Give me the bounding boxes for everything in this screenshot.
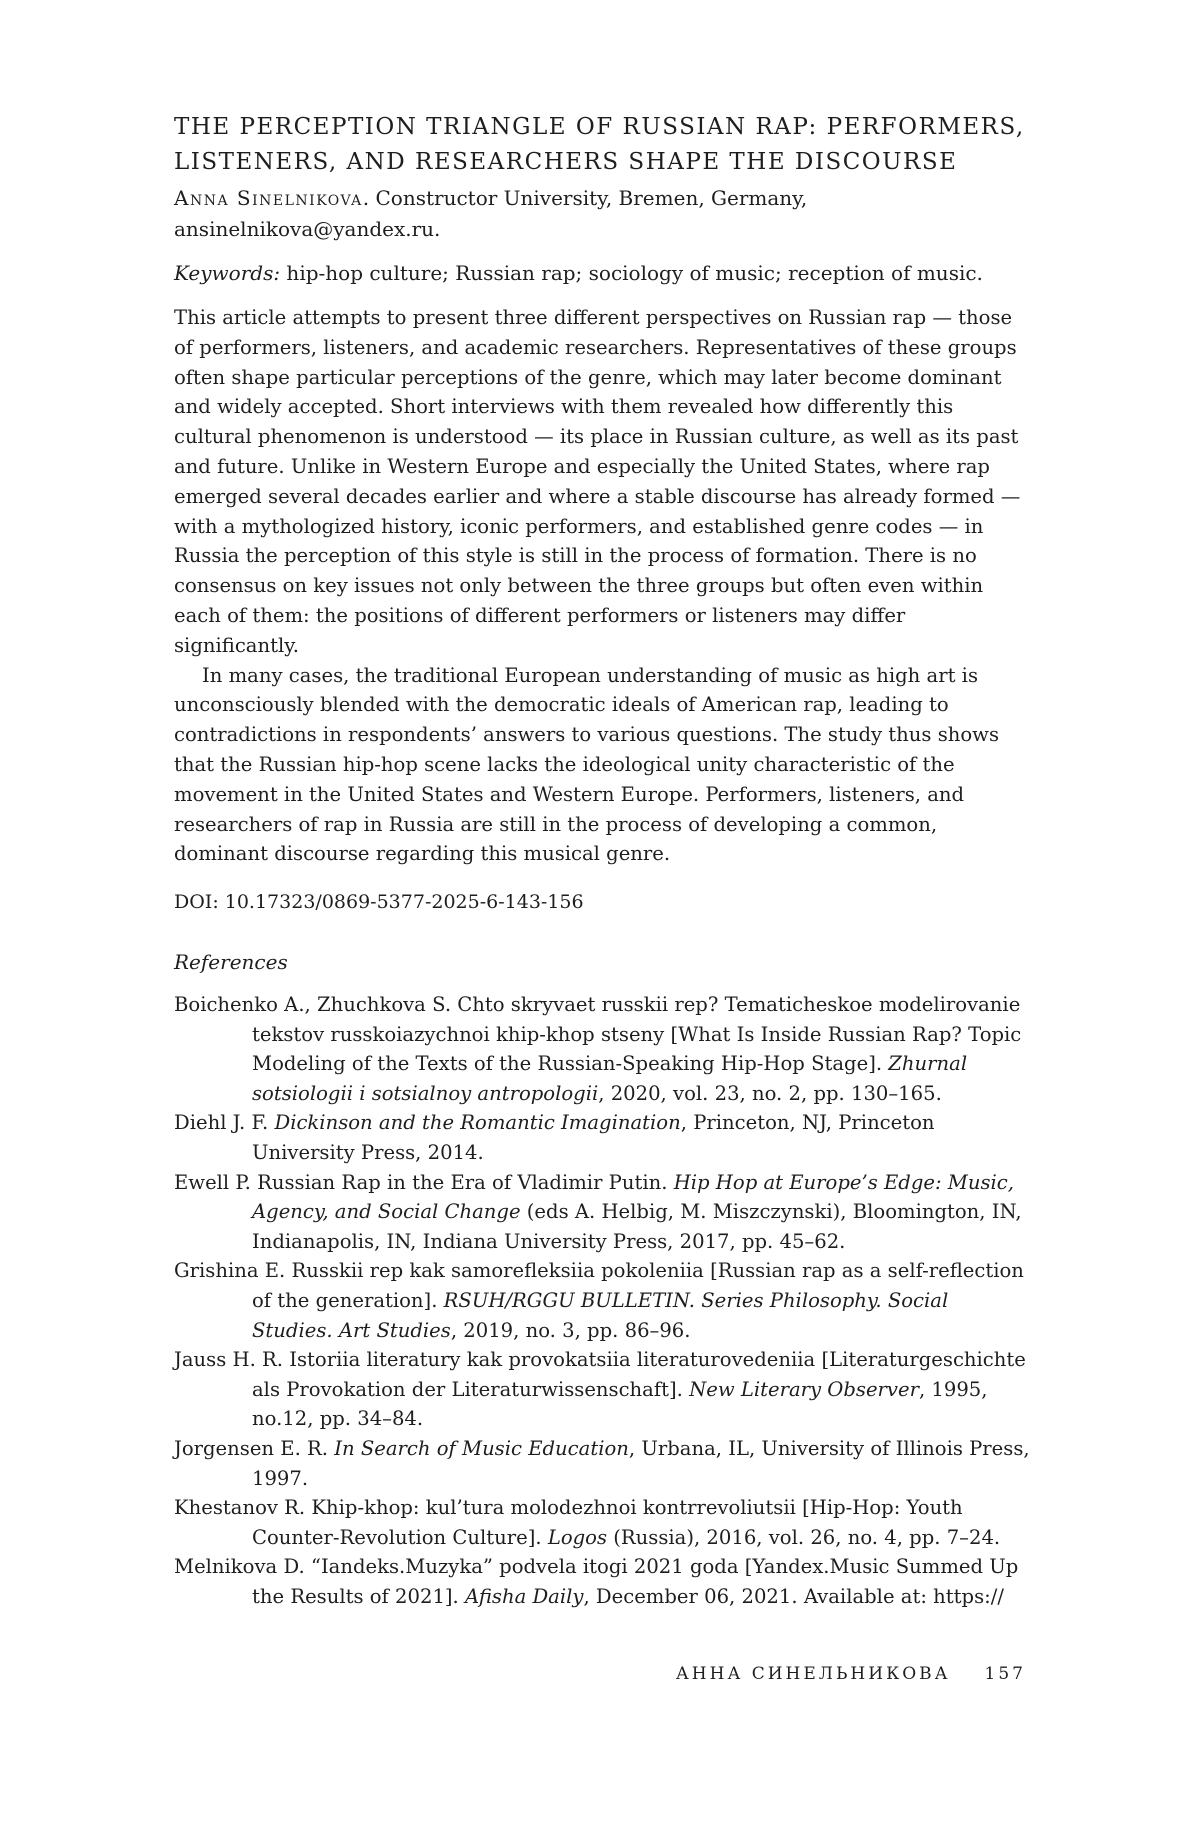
reference-item: Diehl J. F. Dickinson and the Romantic Imagination, Princeton, NJ, Princeton University Press, 2014. xyxy=(174,1111,935,1164)
author-affiliation: . Constructor University, Bremen, Germany, ansinelnikova@yandex.ru. xyxy=(174,186,808,241)
page-footer xyxy=(676,1662,1026,1686)
references-heading: References xyxy=(174,950,288,974)
article-title: THE PERCEPTION TRIANGLE OF RUSSIAN RAP: PERFORMERS, LISTENERS, AND RESEARCHERS SHAPE THE DISCOURSE xyxy=(174,114,1025,175)
author-name: Anna Sinelnikova xyxy=(174,186,363,210)
references-list xyxy=(174,990,1030,1611)
reference-item: Ewell P. Russian Rap in the Era of Vladimir Putin. Hip Hop at Europe’s Edge: Music, Agency, and Social Change (eds A. Helbig, M. Miszczynski), Bloomington, IN, Indianapolis, IN, Indiana University Press, 2017, pp. 45–62. xyxy=(174,1170,1022,1253)
keywords-line xyxy=(174,258,1054,289)
abstract-paragraph: In many cases, the traditional European understanding of music as high art is unconsciously blended with the democratic ideals of American rap, leading to contradictions in respondents’ answers to various questions. The study thus shows that the Russian hip-hop scene lacks the ideological unity characteristic of the movement in the United States and Western Europe. Performers, listeners, and researchers of rap in Russia are still in the process of developing a common, dominant discourse regarding this musical genre. xyxy=(174,663,999,866)
author-line xyxy=(174,183,1054,245)
reference-item: Grishina E. Russkii rep kak samorefleksiia pokoleniia [Russian rap as a self-reflection of the generation]. RSUH/RGGU BULLETIN. Series Philosophy. Social Studies. Art Studies, 2019, no. 3, pp. 86–96. xyxy=(174,1259,1024,1342)
abstract xyxy=(174,303,1030,869)
reference-item: Boichenko A., Zhuchkova S. Chto skryvaet russkii rep? Tematicheskoe modelirovanie tekstov russkoiazychnoi khip-khop stseny [What Is Inside Russian Rap? Topic Modeling of the Texts of the Russian-Speaking Hip-Hop Stage]. Zhurnal sotsiologii i sotsialnoy antropologii, 2020, vol. 23, no. 2, pp. 130–165. xyxy=(174,993,1022,1105)
doi: DOI: 10.17323/0869-5377-2025-6-143-156 xyxy=(174,891,584,913)
abstract-paragraph: This article attempts to present three different perspectives on Russian rap — those of performers, listeners, and academic researchers. Representatives of these groups often shape particular perceptions of the genre, which may later become dominant and widely accepted. Short interviews with them revealed how differently this cultural phenomenon is understood — its place in Russian culture, as well as its past and future. Unlike in Western Europe and especially the United States, where rap emerged several decades earlier and where a stable discourse has already formed — with a mythologized history, iconic performers, and established genre codes — in Russia the perception of this style is still in the process of formation. There is no consensus on key issues not only between the three groups but often even within each of them: the positions of different performers or listeners may differ significantly. xyxy=(174,306,1021,657)
reference-item: Jauss H. R. Istoriia literatury kak provokatsiia literaturovedeniia [Literaturgeschichte als Provokation der Literaturwissenschaft]. New Literary Observer, 1995, no.12, pp. 34–84. xyxy=(174,1348,1026,1431)
reference-item: Jorgensen E. R. In Search of Music Education, Urbana, IL, University of Illinois Press, 1997. xyxy=(174,1436,1030,1490)
reference-item: Melnikova D. “Iandeks.Muzyka” podvela itogi 2021 goda [Yandex.Music Summed Up the Results of 2021]. Afisha Daily, December 06, 2021. Available at: https:// xyxy=(174,1555,1019,1608)
keywords-text: hip-hop culture; Russian rap; sociology of music; reception of music. xyxy=(280,261,983,285)
keywords-label: Keywords: xyxy=(174,261,281,285)
running-head: АННА СИНЕЛЬНИКОВА xyxy=(675,1664,951,1684)
reference-item: Khestanov R. Khip-khop: kul’tura molodezhnoi kontrrevoliutsii [Hip-Hop: Youth Counter-Revolution Culture]. Logos (Russia), 2016, vol. 26, no. 4, pp. 7–24. xyxy=(174,1496,1001,1549)
page-number: 157 xyxy=(984,1664,1026,1684)
